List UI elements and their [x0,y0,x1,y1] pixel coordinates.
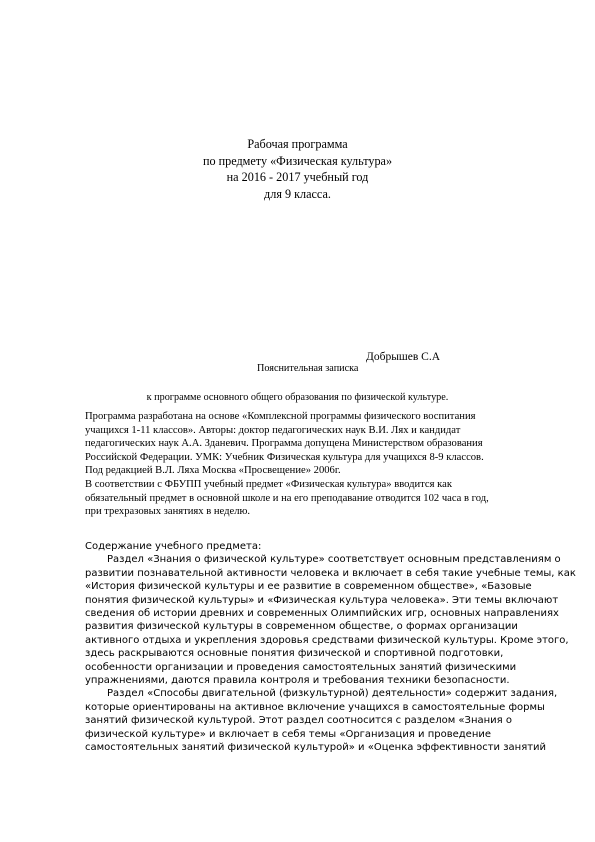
title-line-1: Рабочая программа [247,137,348,151]
intro-line: педагогических наук А.А. Зданевич. Программа допущена Министерством образования [85,438,483,450]
content-line: упражнениями, даются правила контроля и требования техники безопасности. [85,675,510,687]
content-line: особенности организации и проведения самостоятельных занятий физическими [85,661,517,673]
intro-line: обязательный предмет в основной школе и на его преподавание отводится 102 часа в год, [85,492,489,504]
content-line: Раздел «Знания о физической культуре» соответствует основным представлениям о [107,554,561,566]
content-line: понятия физической культуры» и «Физическая культура человека». Эти темы включают [85,594,559,606]
intro-line: В соответствии с ФБУПП учебный предмет «Физическая культура» вводится как [85,478,452,490]
subject-content-section [85,540,576,755]
content-line: развития физической культуры в современном обществе, о формах организации [85,621,518,633]
author-name: Добрышев С.А [366,351,441,363]
intro-line: Программа разработана на основе «Комплексной программы физического воспитания [85,411,476,422]
content-line: здесь раскрываются основные понятия физической и спортивной подготовки, [85,648,504,660]
content-heading: Содержание учебного предмета: [85,541,262,552]
content-line: активного отдыха и укрепления здоровья средствами физической культуры. Кроме этого, [85,634,569,646]
title-line-2: по предмету «Физическая культура» [202,153,393,168]
intro-line: учащихся 1-11 классов». Авторы: доктор педагогических наук В.И. Лях и кандидат [85,424,461,436]
content-line: развитии познавательной активности человека и включает в себя такие учебные темы, как [85,567,576,579]
program-title-block [0,136,595,202]
title-line-4: для 9 класса. [264,186,331,201]
intro-line: Российской Федерации. УМК: Учебник Физическая культура для учащихся 8-9 классов. [85,451,484,463]
intro-paragraph [85,410,517,519]
content-line: которые ориентированы на активное включение учащихся в самостоятельные формы [85,701,545,713]
content-line: сведения об истории древних и современных Олимпийских игр, основных направлениях [85,608,559,620]
content-line: физической культуре» и включает в себя темы «Организация и проведение [85,728,492,740]
intro-line: при трехразовых занятиях в неделю. [85,506,251,518]
content-line: занятий физической культурой. Этот раздел соотносится с разделом «Знания о [85,715,512,727]
title-line-3: на 2016 - 2017 учебный год [226,170,369,184]
intro-line: Под редакцией В.Л. Ляха Москва «Просвещение» 2006г. [85,465,341,477]
content-line: самостоятельных занятий физической культурой» и «Оценка эффективности занятий [85,742,547,754]
content-line: Раздел «Способы двигательной (физкультурной) деятельности» содержит задания, [107,688,558,700]
explanatory-note-heading: Пояснительная записка [257,363,359,374]
content-line: «История физической культуры и ее развитие в современном обществе», «Базовые [85,581,532,593]
explanatory-note-subtitle: к программе основного общего образования по физической культуре. [146,392,449,403]
